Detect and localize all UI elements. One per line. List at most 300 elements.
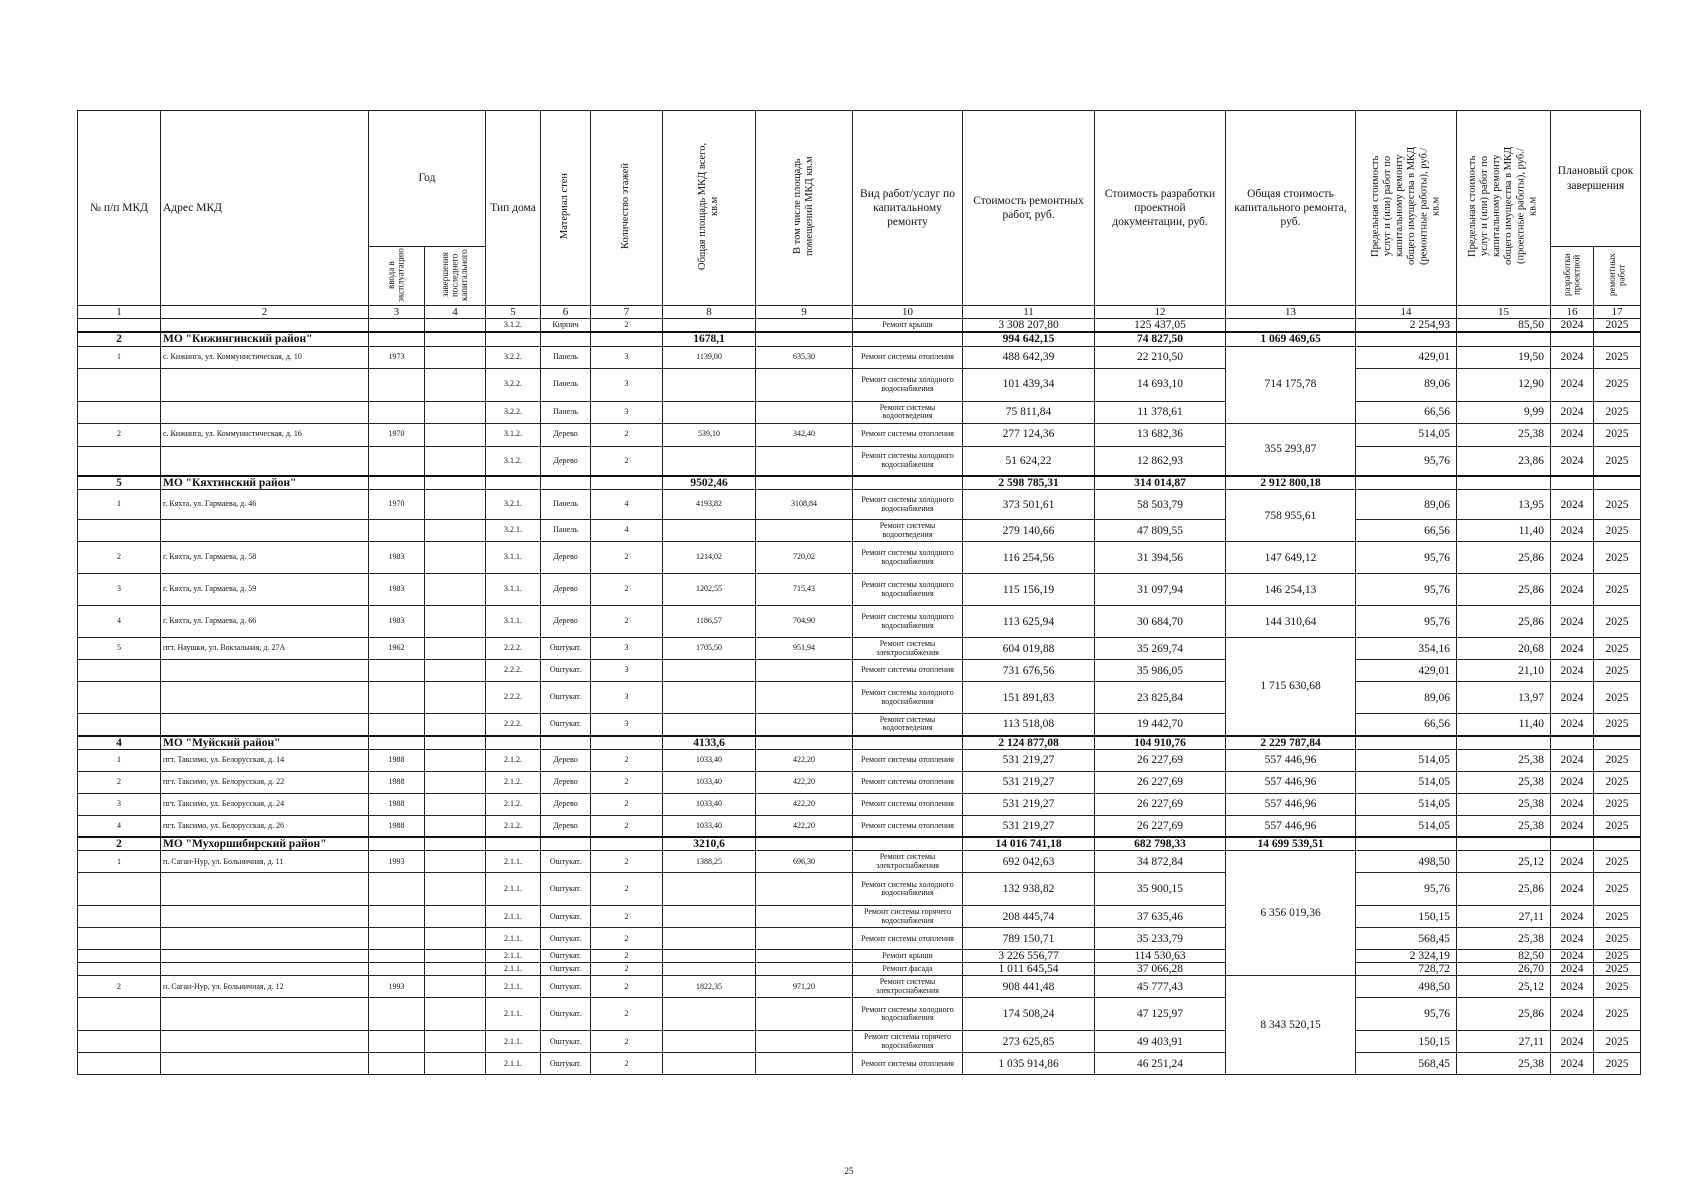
- cell-limit-repair: 66,56: [1356, 714, 1457, 736]
- cell-plan-design: 2024: [1551, 682, 1594, 714]
- column-number: 15: [1457, 306, 1551, 319]
- cell-year-commission: 1973: [369, 346, 425, 368]
- cell-row-number: [78, 998, 161, 1031]
- cell-house-type: 3.2.2.: [486, 368, 541, 401]
- cell-row-number: [78, 520, 161, 542]
- table-row: [78, 873, 1641, 906]
- cell-plan-repair: 2025: [1594, 346, 1641, 368]
- cell-limit-repair: 95,76: [1356, 446, 1457, 476]
- cell-repair-cost: 373 501,61: [963, 490, 1095, 520]
- cell-house-type: 2.2.2.: [486, 638, 541, 660]
- cell-limit-repair: [1356, 837, 1457, 851]
- cell-address: пгт. Таксимо, ул. Белорусская, д. 24: [161, 793, 369, 815]
- cell-house-type: 2.1.1.: [486, 963, 541, 976]
- cell-address: [161, 1031, 369, 1053]
- cell-year-commission: 1983: [369, 606, 425, 638]
- cell-house-type: 2.1.2.: [486, 793, 541, 815]
- col-header-plan-repair: ремонтных работ: [1594, 247, 1641, 306]
- cell-plan-repair: 2025: [1594, 1031, 1641, 1053]
- cell-plan-design: [1551, 476, 1594, 490]
- cell-limit-repair: 498,50: [1356, 976, 1457, 998]
- cell-wall-material: Панель: [541, 401, 591, 423]
- cell-year-commission: [369, 714, 425, 736]
- cell-year-last-repair: [425, 976, 486, 998]
- cell-limit-design: 26,70: [1457, 963, 1551, 976]
- cell-total-cost: 557 446,96: [1226, 815, 1356, 837]
- cell-total-area: [663, 928, 756, 950]
- cell-plan-repair: [1594, 837, 1641, 851]
- cell-floors: [591, 837, 663, 851]
- cell-total-area: 539,10: [663, 423, 756, 446]
- cell-year-last-repair: [425, 446, 486, 476]
- table-row: [78, 815, 1641, 837]
- cell-wall-material: Дерево: [541, 574, 591, 606]
- cell-year-commission: 1988: [369, 793, 425, 815]
- cell-plan-design: 2024: [1551, 638, 1594, 660]
- cell-total-area: 4193,82: [663, 490, 756, 520]
- col-header-total-cost: Общая стоимость капитального ремонта, руб.: [1226, 111, 1356, 306]
- cell-work-type: Ремонт системы холодного водоснабжения: [853, 998, 963, 1031]
- cell-floors: [591, 476, 663, 490]
- col-header-total-area: Общая площадь МКД всего, кв.м: [663, 111, 756, 306]
- cell-row-number: 2: [78, 837, 161, 851]
- cell-premises-area: 342,40: [756, 423, 853, 446]
- cell-row-number: [78, 319, 161, 333]
- cell-address: с. Кижинга, ул. Коммунистическая, д. 10: [161, 346, 369, 368]
- cell-row-number: [78, 401, 161, 423]
- cell-floors: 3: [591, 682, 663, 714]
- cell-year-commission: [369, 928, 425, 950]
- cell-wall-material: Оштукат.: [541, 998, 591, 1031]
- cell-wall-material: Панель: [541, 368, 591, 401]
- table-row: [78, 1031, 1641, 1053]
- cell-plan-repair: 2025: [1594, 319, 1641, 333]
- cell-limit-repair: 498,50: [1356, 851, 1457, 873]
- cell-floors: [591, 332, 663, 346]
- cell-plan-design: 2024: [1551, 574, 1594, 606]
- cell-limit-design: 12,90: [1457, 368, 1551, 401]
- cell-premises-area: 696,30: [756, 851, 853, 873]
- cell-plan-design: 2024: [1551, 950, 1594, 963]
- cell-total-cost: 1 715 630,68: [1226, 638, 1356, 736]
- cell-work-type: Ремонт системы холодного водоснабжения: [853, 682, 963, 714]
- cell-limit-repair: 514,05: [1356, 749, 1457, 771]
- cell-limit-design: 25,38: [1457, 815, 1551, 837]
- header-row: [78, 111, 1641, 247]
- cell-limit-repair: 429,01: [1356, 660, 1457, 682]
- cell-house-type: 3.1.1.: [486, 542, 541, 574]
- cell-plan-design: 2024: [1551, 906, 1594, 928]
- cell-repair-cost: 151 891,83: [963, 682, 1095, 714]
- table-row: [78, 928, 1641, 950]
- cell-limit-design: 13,95: [1457, 490, 1551, 520]
- cell-wall-material: Оштукат.: [541, 638, 591, 660]
- cell-year-commission: [369, 520, 425, 542]
- table-row: [78, 574, 1641, 606]
- cell-limit-repair: 95,76: [1356, 542, 1457, 574]
- cell-premises-area: [756, 660, 853, 682]
- cell-plan-design: 2024: [1551, 319, 1594, 333]
- cell-design-cost: 58 503,79: [1095, 490, 1226, 520]
- cell-total-area: [663, 714, 756, 736]
- cell-repair-cost: 208 445,74: [963, 906, 1095, 928]
- cell-year-commission: [369, 401, 425, 423]
- cell-plan-design: 2024: [1551, 368, 1594, 401]
- cell-plan-repair: [1594, 736, 1641, 750]
- cell-plan-repair: 2025: [1594, 606, 1641, 638]
- cell-premises-area: 422,20: [756, 815, 853, 837]
- cell-year-last-repair: [425, 490, 486, 520]
- cell-row-number: [78, 660, 161, 682]
- cell-address: [161, 928, 369, 950]
- cell-house-type: 3.1.2.: [486, 319, 541, 333]
- cell-floors: 2: [591, 950, 663, 963]
- cell-year-last-repair: [425, 574, 486, 606]
- cell-premises-area: [756, 446, 853, 476]
- cell-house-type: 2.1.1.: [486, 1053, 541, 1075]
- cell-design-cost: 35 269,74: [1095, 638, 1226, 660]
- cell-wall-material: Оштукат.: [541, 682, 591, 714]
- cell-plan-repair: 2025: [1594, 998, 1641, 1031]
- cell-design-cost: 45 777,43: [1095, 976, 1226, 998]
- table-row: [78, 346, 1641, 368]
- table-row: [78, 714, 1641, 736]
- cell-total-area: 1202,55: [663, 574, 756, 606]
- district-row: [78, 476, 1641, 490]
- cell-work-type: Ремонт системы электроснабжения: [853, 638, 963, 660]
- cell-address: пгт. Таксимо, ул. Белорусская, д. 14: [161, 749, 369, 771]
- cell-address: г. Кяхта, ул. Гармаева, д. 59: [161, 574, 369, 606]
- col-header-limit-repair: Предельная стоимость услуг и (или) работ по капитальному ремонту общего имущества в МКД (ремонтные работы), руб./кв.м: [1356, 111, 1457, 306]
- cell-repair-cost: 531 219,27: [963, 815, 1095, 837]
- cell-year-commission: 1970: [369, 490, 425, 520]
- cell-plan-design: [1551, 332, 1594, 346]
- cell-floors: 3: [591, 346, 663, 368]
- cell-wall-material: Панель: [541, 520, 591, 542]
- cell-year-last-repair: [425, 542, 486, 574]
- cell-premises-area: [756, 1053, 853, 1075]
- table-row: [78, 998, 1641, 1031]
- cell-repair-cost: 113 518,08: [963, 714, 1095, 736]
- cell-limit-design: 11,40: [1457, 520, 1551, 542]
- cell-plan-repair: 2025: [1594, 638, 1641, 660]
- cell-plan-design: 2024: [1551, 998, 1594, 1031]
- cell-row-number: 2: [78, 423, 161, 446]
- cell-repair-cost: 51 624,22: [963, 446, 1095, 476]
- cell-total-area: 9502,46: [663, 476, 756, 490]
- cell-floors: 2: [591, 1031, 663, 1053]
- cell-limit-design: 85,50: [1457, 319, 1551, 333]
- cell-total-area: [663, 319, 756, 333]
- cell-total-area: 1822,35: [663, 976, 756, 998]
- cell-premises-area: [756, 332, 853, 346]
- cell-wall-material: Дерево: [541, 423, 591, 446]
- col-header-year: Год: [369, 111, 486, 247]
- cell-premises-area: [756, 1031, 853, 1053]
- cell-floors: 2: [591, 1053, 663, 1075]
- cell-house-type: 2.2.2.: [486, 660, 541, 682]
- cell-total-area: [663, 963, 756, 976]
- cell-address: [161, 401, 369, 423]
- cell-limit-design: 25,38: [1457, 771, 1551, 793]
- col-header-plan-term: Плановый срок завершения: [1551, 111, 1641, 247]
- col-header-year-commission: ввода в эксплуатацию: [369, 247, 425, 306]
- cell-plan-repair: 2025: [1594, 368, 1641, 401]
- cell-floors: 2: [591, 793, 663, 815]
- cell-year-commission: 1988: [369, 771, 425, 793]
- cell-year-last-repair: [425, 837, 486, 851]
- column-number: 5: [486, 306, 541, 319]
- table-row: [78, 906, 1641, 928]
- cell-plan-repair: 2025: [1594, 423, 1641, 446]
- cell-row-number: [78, 446, 161, 476]
- cell-design-cost: 26 227,69: [1095, 771, 1226, 793]
- cell-year-commission: [369, 963, 425, 976]
- cell-address: [161, 319, 369, 333]
- cell-address: [161, 950, 369, 963]
- cell-work-type: Ремонт системы горячего водоснабжения: [853, 906, 963, 928]
- cell-house-type: 2.1.1.: [486, 928, 541, 950]
- cell-house-type: 2.1.2.: [486, 815, 541, 837]
- cell-premises-area: [756, 837, 853, 851]
- cell-address: [161, 1053, 369, 1075]
- cell-total-area: [663, 520, 756, 542]
- table-row: [78, 682, 1641, 714]
- cell-work-type: [853, 332, 963, 346]
- cell-work-type: Ремонт системы отопления: [853, 660, 963, 682]
- cell-repair-cost: 273 625,85: [963, 1031, 1095, 1053]
- cell-plan-repair: 2025: [1594, 749, 1641, 771]
- cell-address: [161, 873, 369, 906]
- cell-year-commission: [369, 1053, 425, 1075]
- cell-house-type: 2.1.2.: [486, 749, 541, 771]
- cell-work-type: Ремонт системы водоотведения: [853, 520, 963, 542]
- cell-design-cost: 46 251,24: [1095, 1053, 1226, 1075]
- cell-design-cost: 682 798,33: [1095, 837, 1226, 851]
- cell-repair-cost: 994 642,15: [963, 332, 1095, 346]
- cell-plan-repair: 2025: [1594, 660, 1641, 682]
- cell-row-number: 1: [78, 490, 161, 520]
- cell-design-cost: 125 437,05: [1095, 319, 1226, 333]
- col-header-num: № п/п МКД: [78, 111, 161, 306]
- cell-year-last-repair: [425, 319, 486, 333]
- cell-limit-repair: 354,16: [1356, 638, 1457, 660]
- cell-year-commission: 1993: [369, 976, 425, 998]
- cell-row-number: 4: [78, 736, 161, 750]
- cell-address: п. Саган-Нур, ул. Больничная, д. 12: [161, 976, 369, 998]
- cell-year-commission: [369, 332, 425, 346]
- cell-plan-repair: 2025: [1594, 976, 1641, 998]
- cell-total-cost: 144 310,64: [1226, 606, 1356, 638]
- cell-year-last-repair: [425, 660, 486, 682]
- cell-address: г. Кяхта, ул. Гармаева, д. 46: [161, 490, 369, 520]
- cell-wall-material: Дерево: [541, 771, 591, 793]
- cell-repair-cost: 531 219,27: [963, 771, 1095, 793]
- cell-row-number: [78, 906, 161, 928]
- cell-house-type: 3.1.2.: [486, 423, 541, 446]
- cell-year-last-repair: [425, 851, 486, 873]
- cell-work-type: Ремонт системы отопления: [853, 423, 963, 446]
- table-row: [78, 368, 1641, 401]
- cell-work-type: Ремонт системы отопления: [853, 815, 963, 837]
- cell-plan-design: 2024: [1551, 446, 1594, 476]
- cell-house-type: 2.1.2.: [486, 771, 541, 793]
- cell-work-type: Ремонт системы холодного водоснабжения: [853, 574, 963, 606]
- cell-work-type: Ремонт крыши: [853, 319, 963, 333]
- cell-total-area: [663, 446, 756, 476]
- cell-total-area: [663, 1053, 756, 1075]
- table-row: [78, 401, 1641, 423]
- cell-premises-area: [756, 476, 853, 490]
- cell-wall-material: Оштукат.: [541, 906, 591, 928]
- col-header-limit-design: Предельная стоимость услуг и (или) работ по капитальному ремонту общего имущества в МКД (проектные работы), руб./кв.м: [1457, 111, 1551, 306]
- cell-total-cost: 8 343 520,15: [1226, 976, 1356, 1075]
- cell-limit-design: 25,38: [1457, 423, 1551, 446]
- cell-wall-material: Оштукат.: [541, 660, 591, 682]
- cell-plan-design: 2024: [1551, 1031, 1594, 1053]
- cell-wall-material: Оштукат.: [541, 928, 591, 950]
- cell-house-type: 2.1.1.: [486, 1031, 541, 1053]
- cell-limit-design: 20,68: [1457, 638, 1551, 660]
- cell-year-last-repair: [425, 638, 486, 660]
- cell-design-cost: 74 827,50: [1095, 332, 1226, 346]
- column-number: 13: [1226, 306, 1356, 319]
- cell-wall-material: [541, 736, 591, 750]
- cell-limit-repair: 66,56: [1356, 520, 1457, 542]
- cell-row-number: 5: [78, 638, 161, 660]
- cell-year-commission: 1983: [369, 574, 425, 606]
- cell-limit-repair: 95,76: [1356, 574, 1457, 606]
- cell-year-commission: [369, 446, 425, 476]
- cell-row-number: 3: [78, 574, 161, 606]
- cell-year-last-repair: [425, 873, 486, 906]
- cell-year-commission: 1993: [369, 851, 425, 873]
- cell-work-type: Ремонт системы холодного водоснабжения: [853, 446, 963, 476]
- cell-limit-design: [1457, 332, 1551, 346]
- cell-plan-repair: [1594, 332, 1641, 346]
- cell-work-type: Ремонт системы электроснабжения: [853, 976, 963, 998]
- cell-total-area: [663, 682, 756, 714]
- cell-house-type: 2.1.1.: [486, 851, 541, 873]
- cell-plan-repair: 2025: [1594, 851, 1641, 873]
- cell-premises-area: 422,20: [756, 749, 853, 771]
- cell-total-area: 1033,40: [663, 749, 756, 771]
- cell-total-area: [663, 873, 756, 906]
- cell-address: с. Кижинга, ул. Коммунистическая, д. 16: [161, 423, 369, 446]
- district-row: [78, 837, 1641, 851]
- cell-plan-design: 2024: [1551, 714, 1594, 736]
- cell-limit-design: 19,50: [1457, 346, 1551, 368]
- cell-premises-area: [756, 714, 853, 736]
- cell-total-cost: 557 446,96: [1226, 771, 1356, 793]
- cell-repair-cost: 132 938,82: [963, 873, 1095, 906]
- cell-year-last-repair: [425, 950, 486, 963]
- cell-total-cost: 146 254,13: [1226, 574, 1356, 606]
- cell-total-cost: 147 649,12: [1226, 542, 1356, 574]
- cell-total-area: [663, 998, 756, 1031]
- cell-row-number: 3: [78, 793, 161, 815]
- cell-repair-cost: 2 598 785,31: [963, 476, 1095, 490]
- cell-design-cost: 35 900,15: [1095, 873, 1226, 906]
- cell-row-number: [78, 963, 161, 976]
- cell-floors: 2: [591, 574, 663, 606]
- cell-premises-area: [756, 319, 853, 333]
- cell-plan-design: [1551, 837, 1594, 851]
- cell-premises-area: 422,20: [756, 793, 853, 815]
- column-number: 1: [78, 306, 161, 319]
- cell-address: [161, 520, 369, 542]
- table-row: [78, 520, 1641, 542]
- cell-plan-design: 2024: [1551, 873, 1594, 906]
- cell-floors: 3: [591, 660, 663, 682]
- cell-total-area: 4133,6: [663, 736, 756, 750]
- cell-work-type: [853, 837, 963, 851]
- cell-limit-repair: 95,76: [1356, 873, 1457, 906]
- cell-floors: 2: [591, 319, 663, 333]
- cell-repair-cost: 75 811,84: [963, 401, 1095, 423]
- cell-floors: 3: [591, 638, 663, 660]
- cell-house-type: 2.1.1.: [486, 906, 541, 928]
- cell-plan-repair: 2025: [1594, 574, 1641, 606]
- table-row: [78, 749, 1641, 771]
- cell-year-commission: 1983: [369, 542, 425, 574]
- cell-total-area: 3210,6: [663, 837, 756, 851]
- cell-repair-cost: 113 625,94: [963, 606, 1095, 638]
- cell-repair-cost: 3 308 207,80: [963, 319, 1095, 333]
- cell-address: [161, 660, 369, 682]
- cell-row-number: [78, 368, 161, 401]
- cell-address: [161, 446, 369, 476]
- table-row: [78, 851, 1641, 873]
- cell-year-last-repair: [425, 793, 486, 815]
- cell-address: МО "Кяхтинский район": [161, 476, 369, 490]
- cell-limit-design: 23,86: [1457, 446, 1551, 476]
- cell-plan-design: 2024: [1551, 606, 1594, 638]
- cell-floors: 2: [591, 606, 663, 638]
- cell-plan-design: 2024: [1551, 851, 1594, 873]
- cell-work-type: Ремонт системы отопления: [853, 1053, 963, 1075]
- cell-premises-area: [756, 998, 853, 1031]
- table-row: [78, 963, 1641, 976]
- cell-limit-design: 25,12: [1457, 851, 1551, 873]
- cell-work-type: Ремонт системы отопления: [853, 928, 963, 950]
- cell-year-commission: 1988: [369, 815, 425, 837]
- cell-total-area: [663, 368, 756, 401]
- cell-plan-design: 2024: [1551, 520, 1594, 542]
- cell-row-number: 1: [78, 749, 161, 771]
- cell-plan-design: 2024: [1551, 976, 1594, 998]
- cell-floors: 2: [591, 873, 663, 906]
- cell-plan-design: 2024: [1551, 815, 1594, 837]
- cell-year-last-repair: [425, 998, 486, 1031]
- cell-limit-repair: 150,15: [1356, 906, 1457, 928]
- cell-limit-repair: [1356, 332, 1457, 346]
- cell-address: г. Кяхта, ул. Гармаева, д. 66: [161, 606, 369, 638]
- cell-repair-cost: 116 254,56: [963, 542, 1095, 574]
- cell-year-last-repair: [425, 401, 486, 423]
- cell-plan-repair: [1594, 476, 1641, 490]
- cell-year-commission: [369, 368, 425, 401]
- cell-total-area: 1214,02: [663, 542, 756, 574]
- cell-plan-design: 2024: [1551, 490, 1594, 520]
- cell-wall-material: Дерево: [541, 446, 591, 476]
- cell-repair-cost: 2 124 877,08: [963, 736, 1095, 750]
- cell-limit-design: 25,38: [1457, 1053, 1551, 1075]
- cell-year-last-repair: [425, 714, 486, 736]
- cell-limit-repair: 95,76: [1356, 998, 1457, 1031]
- cell-limit-design: 25,38: [1457, 928, 1551, 950]
- cell-plan-design: [1551, 736, 1594, 750]
